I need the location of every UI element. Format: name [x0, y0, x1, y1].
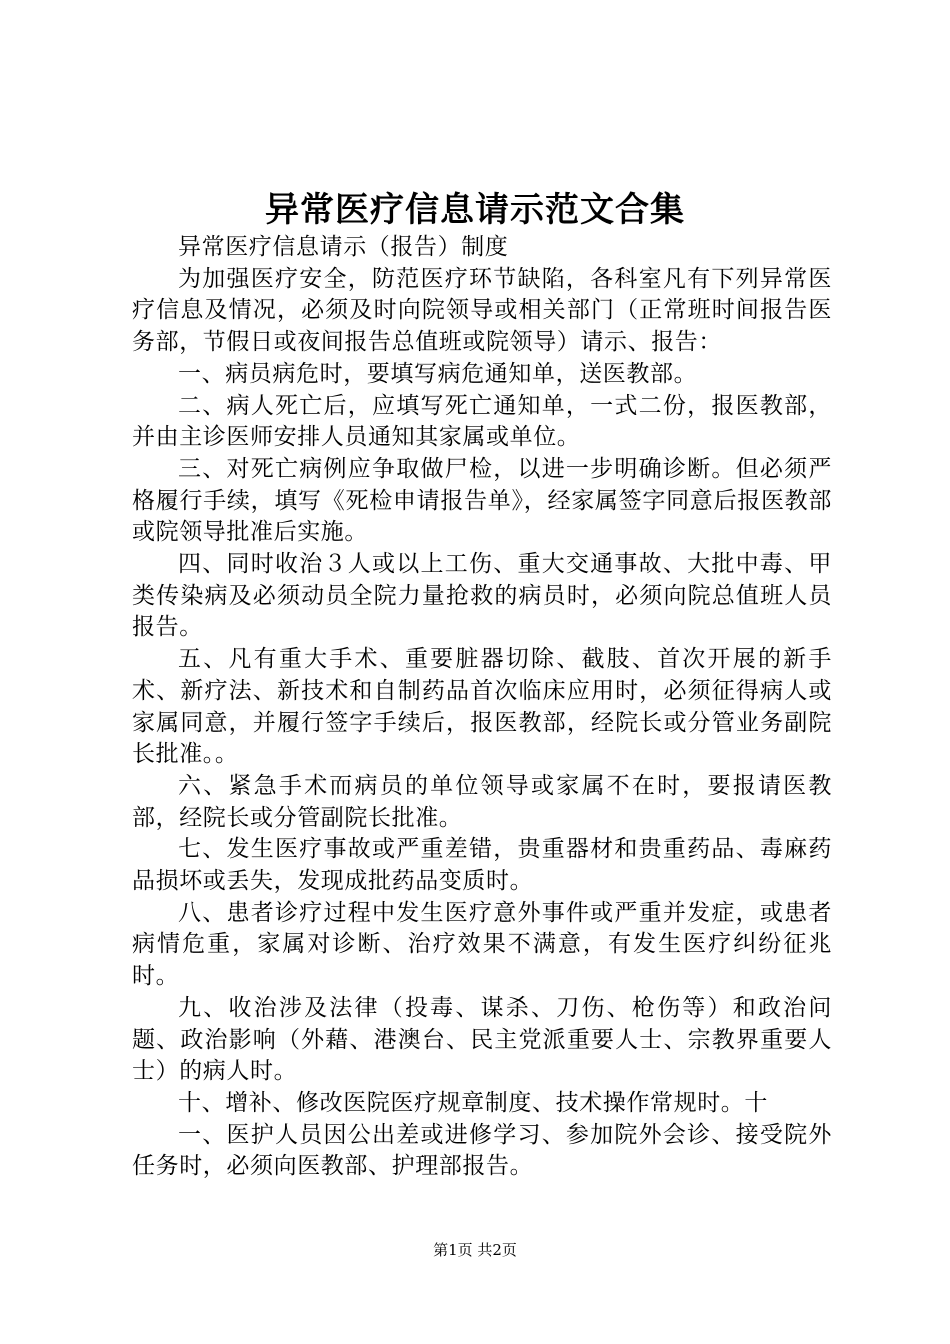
- paragraph-intro: 为加强医疗安全，防范医疗环节缺陷，各科室凡有下列异常医疗信息及情况，必须及时向院领导或相关部门（正常班时间报告医务部，节假日或夜间报告总值班或院领导）请示、报告：: [132, 265, 832, 356]
- paragraph-item-8: 八、患者诊疗过程中发生医疗意外事件或严重并发症，或患者病情危重，家属对诊断、治疗效果不满意，有发生医疗纠纷征兆时。: [132, 899, 832, 990]
- paragraph-item-5: 五、凡有重大手术、重要脏器切除、截肢、首次开展的新手术、新疗法、新技术和自制药品首次临床应用时，必须征得病人或家属同意，并履行签字手续后，报医教部，经院长或分管业务副院长批准。。: [132, 646, 832, 768]
- paragraph-item-11: 一、医护人员因公出差或进修学习、参加院外会诊、接受院外任务时，必须向医教部、护理部报告。: [132, 1121, 832, 1180]
- paragraph-item-9: 九、收治涉及法律（投毒、谋杀、刀伤、枪伤等）和政治问题、政治影响（外藉、港澳台、民主党派重要人士、宗教界重要人士）的病人时。: [132, 994, 832, 1085]
- paragraph-item-3: 三、对死亡病例应争取做尸检，以进一步明确诊断。但必须严格履行手续，填写《死检申请报告单》，经家属签字同意后报医教部或院领导批准后实施。: [132, 455, 832, 546]
- paragraph-item-2: 二、病人死亡后，应填写死亡通知单，一式二份，报医教部，并由主诊医师安排人员通知其家属或单位。: [132, 392, 832, 451]
- document-title: 异常医疗信息请示范文合集: [265, 190, 685, 230]
- paragraph-item-6: 六、紧急手术而病员的单位领导或家属不在时，要报请医教部，经院长或分管副院长批准。: [132, 772, 832, 831]
- paragraph-heading: 异常医疗信息请示（报告）制度: [178, 234, 509, 260]
- page-footer: 第1页 共2页: [433, 1241, 517, 1259]
- paragraph-item-1: 一、病员病危时，要填写病危通知单，送医教部。: [178, 360, 698, 387]
- document-body: [132, 232, 832, 1183]
- paragraph-item-7: 七、发生医疗事故或严重差错，贵重器材和贵重药品、毒麻药品损坏或丢失，发现成批药品变质时。: [132, 836, 832, 895]
- paragraph-item-10: 十、增补、修改医院医疗规章制度、技术操作常规时。十: [178, 1089, 768, 1116]
- paragraph-item-4: 四、同时收治３人或以上工伤、重大交通事故、大批中毒、甲类传染病及必须动员全院力量抢救的病员时，必须向院总值班人员报告。: [132, 551, 832, 641]
